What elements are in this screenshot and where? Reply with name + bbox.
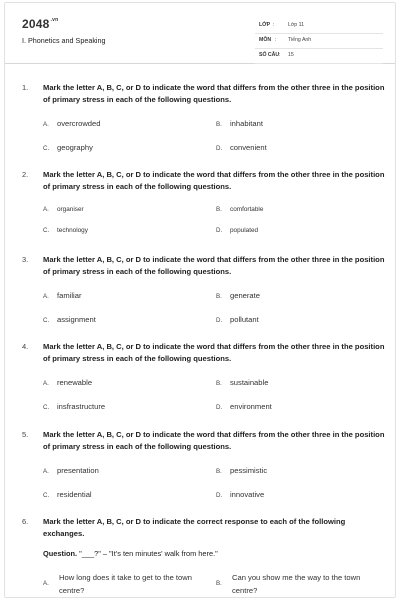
question-label: Question. [43,549,78,558]
section-title: I. Phonetics and Speaking [22,36,106,45]
option-text: Can you show me the way to the town centre? [232,573,361,595]
option-text: How long does it take to get to the town centre? [59,573,192,595]
meta-key: LỚP [259,22,271,28]
question-instruction: Mark the letter A, B, C, or D to indicate the word that differs from the other three in the position of primary stress in each of the following questions. [43,430,385,451]
exchange-prompt [43,549,218,558]
logo-text: 2048 [22,17,50,31]
question-text: "___?" – "It's ten minutes' walk from here." [77,549,218,558]
question-number: 4. [22,342,29,351]
option-b[interactable]: B. inhabitant [216,119,263,128]
option-d[interactable]: D. innovative [216,490,265,499]
option-c[interactable]: C. geography [43,143,93,152]
option-c[interactable]: C. technology [43,227,88,234]
option-c[interactable]: C. assignment [43,315,96,324]
option-c[interactable]: C. residential [43,490,92,499]
question-instruction: Mark the letter A, B, C, or D to indicate the word that differs from the other three in the position of primary stress in each of the following questions. [43,83,385,104]
meta-value: Tiếng Anh [288,37,312,43]
logo-suffix: .vn [50,17,59,23]
meta-value: Lớp 11 [288,22,304,28]
question-number: 5. [22,430,29,439]
site-logo[interactable] [22,17,58,31]
option-b[interactable]: B. comfortable [216,206,264,213]
meta-row-class: LỚP : Lớp 11 [255,19,383,34]
question-instruction: Mark the letter A, B, C, or D to indicate the word that differs from the other three in the position of primary stress in each of the following questions. [43,255,385,276]
meta-key: SỐ CÂU [259,52,280,58]
question-number: 3. [22,255,29,264]
option-a[interactable]: A. overcrowded [43,119,101,128]
meta-info [255,19,383,64]
option-b[interactable]: B. sustainable [216,378,269,387]
option-d[interactable]: D. populated [216,227,259,234]
worksheet-header [5,3,395,64]
meta-key: MÔN [259,37,272,43]
question-instruction: Mark the letter A, B, C, or D to indicate the word that differs from the other three in the position of primary stress in each of the following questions. [43,342,385,363]
option-d[interactable]: D. convenient [216,143,267,152]
meta-value: 15 [288,52,294,58]
option-a[interactable]: A. organiser [43,206,84,213]
question-number: 2. [22,170,29,179]
question-number: 6. [22,517,29,526]
option-a[interactable]: A. renewable [43,378,93,387]
option-d[interactable]: D. pollutant [216,315,259,324]
option-c[interactable]: C. insfrastructure [43,402,106,411]
worksheet-page: $2048^{.vn}$ I. Phonetics and Speaking LỚP : Lớp 11 MÔN : Tiếng Anh SỐ CÂU : 15 1. Mark the letter A, B, C, or D to indicate the word that differs from the other three in the position of primary stress in each of the following questions. A. overcrowded B. inhabitant C. geography D. convenient 2. Mark the letter A, B, C, or D to indicate the word that differs from the other three in the position of primary stress in each of the following questions. A. organiser B. comfortable C. technology D. populated 3. Mark the letter A, B, C, or D to indicate the word that differs from the other three in the position of primary stress in each of the following questions. A. familiar B. generate C. assignment D. pollutant 4. Mark the letter A, B, C, or D to indicate the word that differs from the other three in the position of primary stress in each of the following questions. A. renewable B. sustainable C. insfrastructure D. environment 5. Mark the letter A, B, C, or D to indicate the word that differs from the other three in the position of primary stress in each of the following questions. A. presentation B. pessimistic C. residential D. innovative 6. Mark the letter A, B, C, or D to indicate the correct response to each of the following exchanges. Question. "___?" – "It's ten minutes' walk from here." A. How long does it take to get to the town centre? B. Can you show me the way to the town centre? [4,2,396,598]
question-instruction: Mark the letter A, B, C, or D to indicate the correct response to each of the following exchanges. [43,517,346,538]
meta-row-count: SỐ CÂU : 15 [255,49,383,64]
option-b[interactable]: B. pessimistic [216,466,268,475]
question-instruction: Mark the letter A, B, C, or D to indicate the word that differs from the other three in the position of primary stress in each of the following questions. [43,170,385,191]
option-a[interactable]: A. presentation [43,466,99,475]
option-b[interactable]: B. generate [216,291,260,300]
option-d[interactable]: D. environment [216,402,272,411]
option-a[interactable]: A. familiar [43,291,82,300]
meta-row-subject: MÔN : Tiếng Anh [255,34,383,49]
question-number: 1. [22,83,29,92]
